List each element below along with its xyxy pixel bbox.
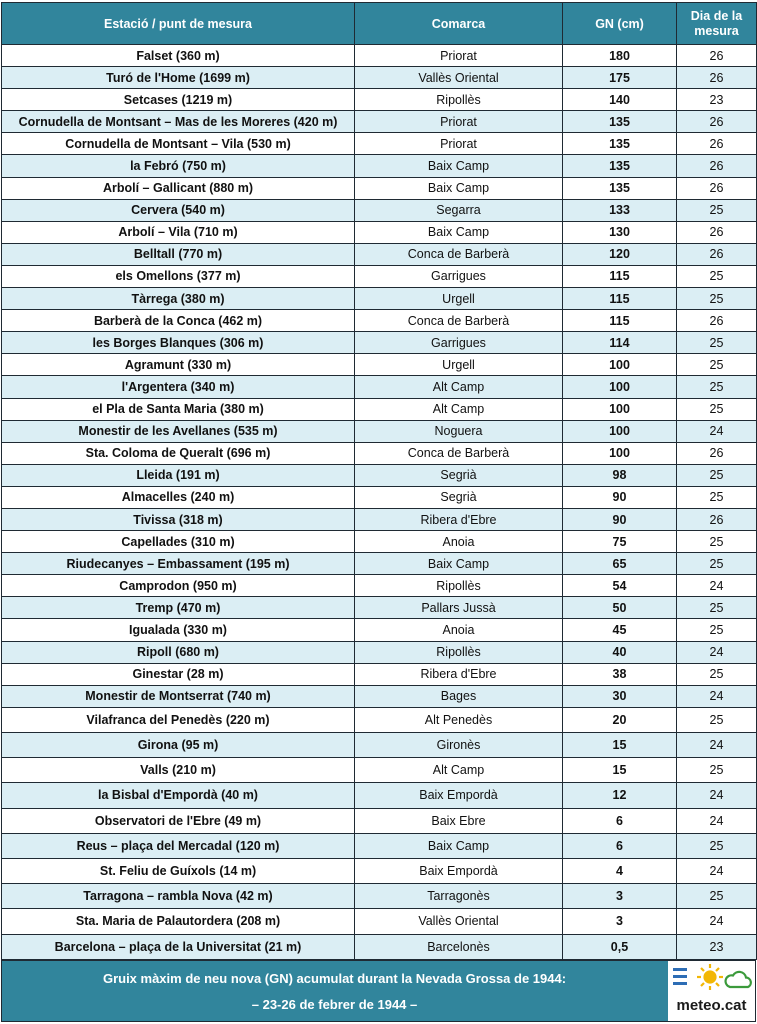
cell-dia: 25 [677,376,757,398]
cell-station: Valls (210 m) [2,758,355,783]
cell-comarca: Alt Camp [355,398,563,420]
cell-dia: 26 [677,177,757,199]
cell-gn: 115 [563,288,677,310]
cell-gn: 180 [563,45,677,67]
cell-dia: 26 [677,243,757,265]
cell-station: Reus – plaça del Mercadal (120 m) [2,833,355,858]
table-row [2,553,757,575]
cell-station: Turó de l'Home (1699 m) [2,67,355,89]
cell-dia: 24 [677,808,757,833]
header-comarca: Comarca [355,3,563,45]
cell-station: els Omellons (377 m) [2,265,355,287]
cell-dia: 24 [677,641,757,663]
table-row [2,575,757,597]
cell-station: Setcases (1219 m) [2,89,355,111]
cell-dia: 25 [677,199,757,221]
cell-gn: 100 [563,354,677,376]
table-row [2,707,757,732]
cell-gn: 115 [563,310,677,332]
cell-gn: 135 [563,133,677,155]
cell-station: Belltall (770 m) [2,243,355,265]
cell-comarca: Baix Empordà [355,783,563,808]
cell-station: les Borges Blanques (306 m) [2,332,355,354]
cell-station: Riudecanyes – Embassament (195 m) [2,553,355,575]
cell-gn: 114 [563,332,677,354]
cell-comarca: Segarra [355,199,563,221]
cell-dia: 25 [677,833,757,858]
cell-dia: 25 [677,531,757,553]
cell-gn: 135 [563,111,677,133]
cell-dia: 25 [677,265,757,287]
table-row [2,758,757,783]
cell-gn: 4 [563,858,677,883]
cell-dia: 24 [677,420,757,442]
cell-comarca: Gironès [355,733,563,758]
cell-gn: 98 [563,464,677,486]
cell-dia: 24 [677,733,757,758]
cell-comarca: Ripollès [355,641,563,663]
table-row [2,67,757,89]
table-row [2,833,757,858]
table-row [2,420,757,442]
table-row [2,531,757,553]
cell-comarca: Vallès Oriental [355,909,563,934]
cell-gn: 90 [563,486,677,508]
cell-station: Lleida (191 m) [2,464,355,486]
cell-station: Arbolí – Vila (710 m) [2,221,355,243]
cell-gn: 40 [563,641,677,663]
cell-dia: 26 [677,442,757,464]
header-station: Estació / punt de mesura [2,3,355,45]
cell-comarca: Noguera [355,420,563,442]
cell-dia: 24 [677,858,757,883]
cell-gn: 130 [563,221,677,243]
cell-comarca: Urgell [355,354,563,376]
table-body [2,45,757,960]
table-row [2,934,757,959]
cell-dia: 24 [677,909,757,934]
header-dia-line2: mesura [694,23,739,38]
table-row [2,884,757,909]
cell-gn: 50 [563,597,677,619]
table-row [2,45,757,67]
cloud-icon [726,972,751,987]
cell-gn: 12 [563,783,677,808]
cell-gn: 140 [563,89,677,111]
table-row [2,685,757,707]
cell-comarca: Baix Ebre [355,808,563,833]
cell-dia: 25 [677,597,757,619]
cell-station: Almacelles (240 m) [2,486,355,508]
cell-gn: 54 [563,575,677,597]
table-row [2,177,757,199]
cell-gn: 20 [563,707,677,732]
cell-station: Tarragona – rambla Nova (42 m) [2,884,355,909]
cell-comarca: Alt Camp [355,758,563,783]
cell-comarca: Pallars Jussà [355,597,563,619]
cell-dia: 26 [677,310,757,332]
cell-comarca: Garrigues [355,265,563,287]
table-row [2,111,757,133]
table-row [2,641,757,663]
cell-comarca: Bages [355,685,563,707]
cell-station: Tàrrega (380 m) [2,288,355,310]
cell-dia: 26 [677,45,757,67]
cell-comarca: Ribera d'Ebre [355,508,563,530]
cell-comarca: Priorat [355,45,563,67]
cell-dia: 26 [677,67,757,89]
table-row [2,464,757,486]
cell-comarca: Baix Camp [355,221,563,243]
table-row [2,133,757,155]
logo-symbols [672,963,752,995]
cell-comarca: Barcelonès [355,934,563,959]
cell-station: Cornudella de Montsant – Vila (530 m) [2,133,355,155]
table-row [2,858,757,883]
cell-dia: 25 [677,486,757,508]
cell-dia: 25 [677,398,757,420]
header-gn: GN (cm) [563,3,677,45]
table-row [2,221,757,243]
header-dia [677,3,757,45]
cell-station: Arbolí – Gallicant (880 m) [2,177,355,199]
cell-station: Igualada (330 m) [2,619,355,641]
cell-gn: 120 [563,243,677,265]
cell-gn: 175 [563,67,677,89]
cell-station: Tivissa (318 m) [2,508,355,530]
cell-gn: 133 [563,199,677,221]
table-row [2,89,757,111]
cell-station: la Febró (750 m) [2,155,355,177]
cell-dia: 26 [677,111,757,133]
cell-comarca: Alt Camp [355,376,563,398]
cell-station: l'Argentera (340 m) [2,376,355,398]
sun-icon [697,964,723,990]
cell-station: Sta. Maria de Palautordera (208 m) [2,909,355,934]
cell-dia: 25 [677,288,757,310]
table-row [2,310,757,332]
cell-comarca: Segrià [355,486,563,508]
cell-station: Falset (360 m) [2,45,355,67]
menu-lines-icon [673,968,687,985]
cell-comarca: Anoia [355,531,563,553]
cell-dia: 25 [677,464,757,486]
header-dia-line1: Dia de la [690,8,743,23]
table-row [2,486,757,508]
cell-gn: 100 [563,398,677,420]
cell-dia: 25 [677,553,757,575]
cell-comarca: Alt Penedès [355,707,563,732]
cell-comarca: Urgell [355,288,563,310]
cell-gn: 100 [563,420,677,442]
snow-depth-table [1,2,757,960]
cell-station: Girona (95 m) [2,733,355,758]
table-footer [1,960,756,1022]
table-row [2,619,757,641]
cell-gn: 135 [563,177,677,199]
cell-gn: 135 [563,155,677,177]
cell-comarca: Ripollès [355,575,563,597]
cell-dia: 23 [677,89,757,111]
table-row [2,733,757,758]
cell-gn: 15 [563,733,677,758]
cell-station: Ripoll (680 m) [2,641,355,663]
caption-line2: – 23-26 de febrer de 1944 – [251,997,418,1012]
cell-dia: 25 [677,884,757,909]
cell-station: Vilafranca del Penedès (220 m) [2,707,355,732]
table-row [2,783,757,808]
meteocat-logo [668,961,755,1021]
cell-comarca: Vallès Oriental [355,67,563,89]
cell-station: Sta. Coloma de Queralt (696 m) [2,442,355,464]
cell-station: la Bisbal d'Empordà (40 m) [2,783,355,808]
cell-station: Camprodon (950 m) [2,575,355,597]
table-row [2,332,757,354]
cell-dia: 24 [677,783,757,808]
logo-brand-text: meteo.cat [676,997,747,1014]
cell-comarca: Priorat [355,133,563,155]
cell-gn: 6 [563,833,677,858]
cell-comarca: Conca de Barberà [355,310,563,332]
cell-gn: 30 [563,685,677,707]
cell-station: Monestir de les Avellanes (535 m) [2,420,355,442]
cell-comarca: Priorat [355,111,563,133]
table-row [2,288,757,310]
cell-dia: 24 [677,575,757,597]
cell-dia: 25 [677,332,757,354]
cell-station: Capellades (310 m) [2,531,355,553]
cell-gn: 45 [563,619,677,641]
cell-gn: 100 [563,376,677,398]
table-row [2,265,757,287]
cell-gn: 65 [563,553,677,575]
cell-comarca: Conca de Barberà [355,442,563,464]
cell-dia: 24 [677,685,757,707]
cell-comarca: Ripollès [355,89,563,111]
cell-comarca: Tarragonès [355,884,563,909]
cell-gn: 6 [563,808,677,833]
cell-dia: 25 [677,707,757,732]
caption-line1: Gruix màxim de neu nova (GN) acumulat durant la Nevada Grossa de 1944: [102,971,567,986]
table-row [2,508,757,530]
cell-gn: 3 [563,884,677,909]
cell-dia: 25 [677,619,757,641]
cell-dia: 26 [677,508,757,530]
cell-comarca: Baix Camp [355,177,563,199]
cell-gn: 38 [563,663,677,685]
table-row [2,597,757,619]
table-header [2,3,757,45]
cell-station: Tremp (470 m) [2,597,355,619]
cell-comarca: Baix Camp [355,155,563,177]
table-row [2,199,757,221]
cell-station: Cervera (540 m) [2,199,355,221]
cell-gn: 75 [563,531,677,553]
cell-dia: 25 [677,758,757,783]
cell-station: Barcelona – plaça de la Universitat (21 m) [2,934,355,959]
cell-station: Agramunt (330 m) [2,354,355,376]
cell-comarca: Baix Camp [355,553,563,575]
table-row [2,663,757,685]
cell-dia: 25 [677,663,757,685]
table-row [2,398,757,420]
cell-dia: 23 [677,934,757,959]
table-row [2,354,757,376]
table-row [2,155,757,177]
table-row [2,808,757,833]
cell-gn: 3 [563,909,677,934]
table-row [2,376,757,398]
cell-comarca: Anoia [355,619,563,641]
cell-dia: 25 [677,354,757,376]
cell-comarca: Baix Camp [355,833,563,858]
cell-dia: 26 [677,133,757,155]
cell-comarca: Baix Empordà [355,858,563,883]
cell-gn: 0,5 [563,934,677,959]
cell-gn: 15 [563,758,677,783]
table-row [2,442,757,464]
cell-gn: 90 [563,508,677,530]
cell-station: St. Feliu de Guíxols (14 m) [2,858,355,883]
cell-station: Barberà de la Conca (462 m) [2,310,355,332]
cell-station: Monestir de Montserrat (740 m) [2,685,355,707]
cell-comarca: Garrigues [355,332,563,354]
cell-comarca: Segrià [355,464,563,486]
cell-comarca: Ribera d'Ebre [355,663,563,685]
cell-dia: 26 [677,155,757,177]
cell-station: Ginestar (28 m) [2,663,355,685]
cell-station: el Pla de Santa Maria (380 m) [2,398,355,420]
cell-station: Observatori de l'Ebre (49 m) [2,808,355,833]
cell-comarca: Conca de Barberà [355,243,563,265]
table-row [2,909,757,934]
cell-station: Cornudella de Montsant – Mas de les Moreres (420 m) [2,111,355,133]
cell-dia: 26 [677,221,757,243]
table-row [2,243,757,265]
cell-gn: 115 [563,265,677,287]
cell-gn: 100 [563,442,677,464]
